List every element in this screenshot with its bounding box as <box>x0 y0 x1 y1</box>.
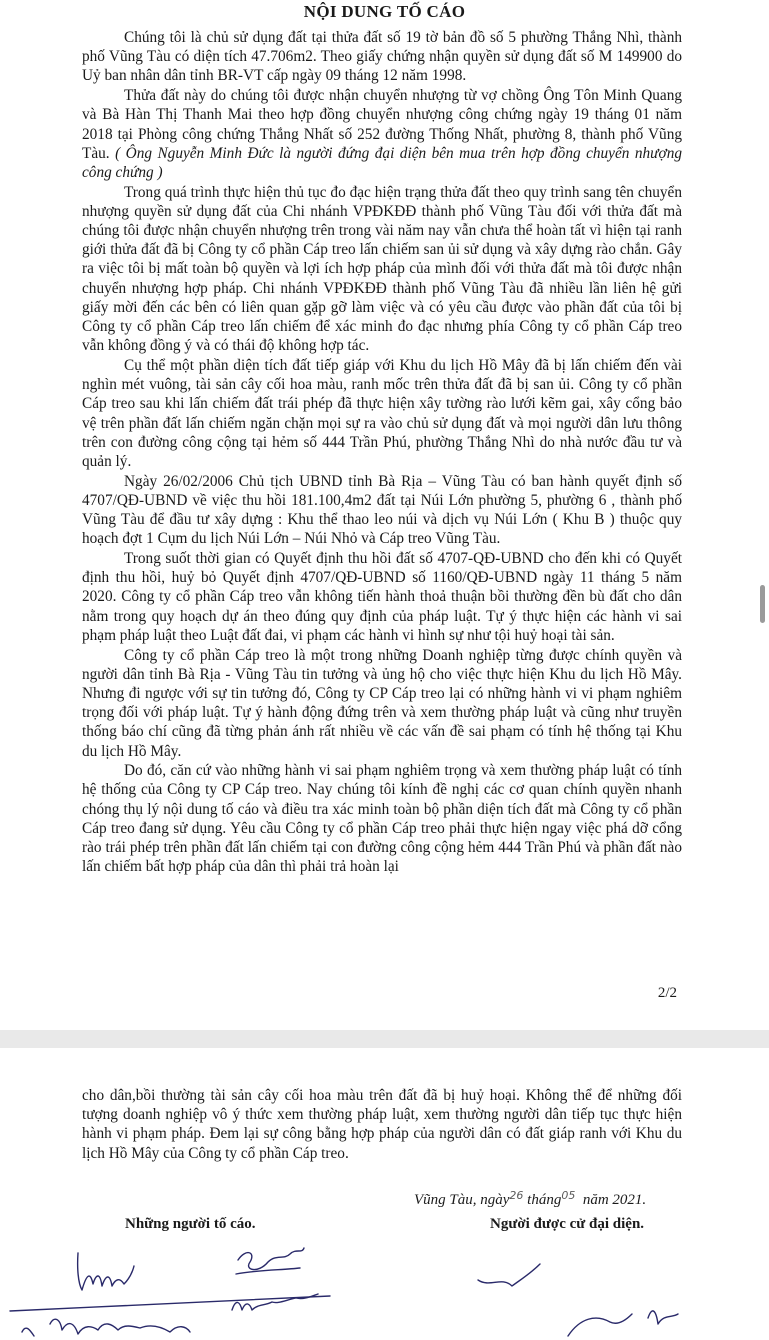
page-separator <box>0 1030 769 1048</box>
signature-stroke <box>238 1248 304 1270</box>
date-month-word: tháng <box>527 1192 562 1208</box>
paragraph: Trong suốt thời gian có Quyết định thu hồi đất số 4707-QĐ-UBND cho đến khi có Quyết định thu hồi, huỷ bỏ Quyết định 4707/QĐ-UBND số 1160/QĐ-UBND ngày 11 tháng 5 năm 2020. Công ty cổ phần Cáp treo vẫn không tiến hành thoả thuận bồi thường đền bù đất cho dân nằm trong quy hoạch dự án theo đúng quy định của pháp luật. Tự ý thực hiện các hành vi sai phạm pháp luật theo Luật đất đai, vi phạm các hành vi hình sự như tội huỷ hoại tài sản. <box>82 549 682 644</box>
paragraph: Cụ thể một phần diện tích đất tiếp giáp với Khu du lịch Hồ Mây đã bị lấn chiếm đến vài nghìn mét vuông, tài sản cây cối hoa màu, ranh mốc trên thửa đất đã bị san ủi. Công ty cổ phần Cáp treo sau khi lấn chiếm đất trái phép đã thực hiện xây tường rào lưới kẽm gai, xây cổng bảo vệ trên phần đất lấn chiếm ngăn chặn mọi sự ra vào chủ sử dụng đất và mọi người dân lưu thông trên con đường công cộng tại hẻm số 444 Trần Phú, phường Thắng Nhì do nhà nước đầu tư và quản lý. <box>82 356 682 470</box>
page-number: 2/2 <box>657 985 677 1001</box>
representative-label: Người được cử đại diện. <box>490 1216 645 1232</box>
paragraph: Công ty cổ phần Cáp treo là một trong những Doanh nghiệp từng được chính quyền và người dân tỉnh Bà Rịa - Vũng Tàu tin tưởng và ủng hộ cho việc thực hiện Khu du lịch Hồ Mây. Nhưng đi ngược với sự tin tưởng đó, Công ty CP Cáp treo lại có những hành vi vi phạm nghiêm trọng đối với pháp luật. Tự ý hành động đứng trên và xem thường pháp luật và cũng như truyền thống báo chí cũng đã từng phản ánh rất nhiều về các vấn đề sai phạm có tính hệ thống tại Khu du lịch Hồ Mây. <box>82 646 682 760</box>
paragraph-text: Thửa đất này do chúng tôi được nhận chuyển nhượng từ vợ chồng Ông Tôn Minh Quang và Bà Hàn Thị Thanh Mai theo hợp đồng chuyển nhượng công chứng ngày 19 tháng 01 năm 2018 tại Phòng công chứng Thắng Nhất số 252 đường Thống Nhất, phường 8, thành phố Vũng Tàu. <box>82 87 682 162</box>
date-month: 05 <box>561 1189 576 1202</box>
body-text <box>82 28 682 877</box>
date-prefix: Vũng Tàu, ngày <box>414 1192 510 1208</box>
signature-stroke <box>478 1264 540 1286</box>
signature-stroke <box>78 1253 134 1290</box>
date-day: 26 <box>509 1189 524 1202</box>
paragraph: Trong quá trình thực hiện thủ tục đo đạc hiện trạng thửa đất theo quy trình sang tên chuyển nhượng quyền sử dụng đất của Chi nhánh VPĐKĐĐ thành phố Vũng Tàu đối với thửa đất mà chúng tôi được nhận chuyển nhượng trên trong vài năm nay vẫn chưa thể hoàn tất vì hiện tại ranh giới thửa đất đã bị Công ty cổ phần Cáp treo lấn chiếm san ủi sử dụng và xây dựng rào chắn. Gây ra việc tôi bị mất toàn bộ quyền và lợi ích hợp pháp của mình đối với thửa đất mà tôi được nhận chuyển nhượng hợp pháp. Chi nhánh VPĐKĐĐ thành phố Vũng Tàu đã nhiều lần liên hệ gửi giấy mời đến các bên có liên quan gặp gỡ làm việc và có yêu cầu được vào phần đất của tôi bị Công ty cổ phần Cáp treo lấn chiếm để xác minh đo đạc nhưng phía Công ty cổ phần Cáp treo vẫn không đồng ý và có thái độ không hợp tác. <box>82 183 682 355</box>
paragraph: cho dân,bồi thường tài sản cây cối hoa màu trên đất đã bị huỷ hoại. Không thể để những đối tượng doanh nghiệp vô ý thức xem thường pháp luật, xem thường người dân tiếp tục thực hiện hành vi phạm pháp. Đem lại sự công bằng hợp pháp của người dân có đất giáp ranh với Khu du lịch Hồ Mây của Công ty cổ phần Cáp treo. <box>82 1087 682 1162</box>
signature-stroke <box>22 1319 190 1336</box>
paragraph: Do đó, căn cứ vào những hành vi sai phạm nghiêm trọng và xem thường pháp luật có tính hệ thống của Công ty CP Cáp treo. Nay chúng tôi kính đề nghị các cơ quan chính quyền nhanh chóng thụ lý nội dung tố cáo và điều tra xác minh toàn bộ phần diện tích đất mà Công ty cổ phần Cáp treo đang sử dụng. Yêu cầu Công ty cổ phần Cáp treo phải thực hiện ngay việc phá dỡ cổng rào trái phép trên phần đất lấn chiếm tại con đường công cộng hẻm 444 Trần Phú và phần đất nào lấn chiếm bất hợp pháp của dân thì phải trả hoàn lại <box>82 762 682 876</box>
paragraph: Ngày 26/02/2006 Chủ tịch UBND tỉnh Bà Rịa – Vũng Tàu có ban hành quyết định số 4707/QĐ-UBND về việc thu hồi 181.100,4m2 đất tại Núi Lớn phường 5, phường 6 , thành phố Vũng Tàu để đầu tư xây dựng : Khu thể thao leo núi và dịch vụ Núi Lớn ( Khu B ) thuộc quy hoạch đợt 1 Cụm du lịch Núi Lớn – Núi Nhỏ và Cáp treo Vũng Tàu. <box>82 472 682 548</box>
signers-label: Những người tố cáo. <box>125 1216 256 1232</box>
document-page-2 <box>0 1048 769 1340</box>
document-title: NỘI DUNG TỐ CÁO <box>303 2 466 21</box>
paragraph-note: ( Ông Nguyễn Minh Đức là người đứng đại diện bên mua trên hợp đồng chuyển nhượng công chứng ) <box>82 144 682 181</box>
signature-stroke <box>568 1311 678 1336</box>
scrollbar-thumb[interactable] <box>760 585 765 623</box>
signature-stroke <box>236 1268 300 1274</box>
signature-stroke <box>10 1296 330 1311</box>
paragraph: Chúng tôi là chủ sử dụng đất tại thửa đất số 19 tờ bản đồ số 5 phường Thắng Nhì, thành phố Vũng Tàu có diện tích 47.706m2. Theo giấy chứng nhận quyền sử dụng đất số M 149900 do Uỷ ban nhân dân tỉnh BR-VT cấp ngày 09 tháng 12 năm 1998. <box>82 29 682 85</box>
signature-stroke <box>232 1294 318 1310</box>
handwritten-signatures <box>0 1048 769 1340</box>
date-year: năm 2021. <box>582 1192 647 1208</box>
paragraph <box>82 86 682 182</box>
